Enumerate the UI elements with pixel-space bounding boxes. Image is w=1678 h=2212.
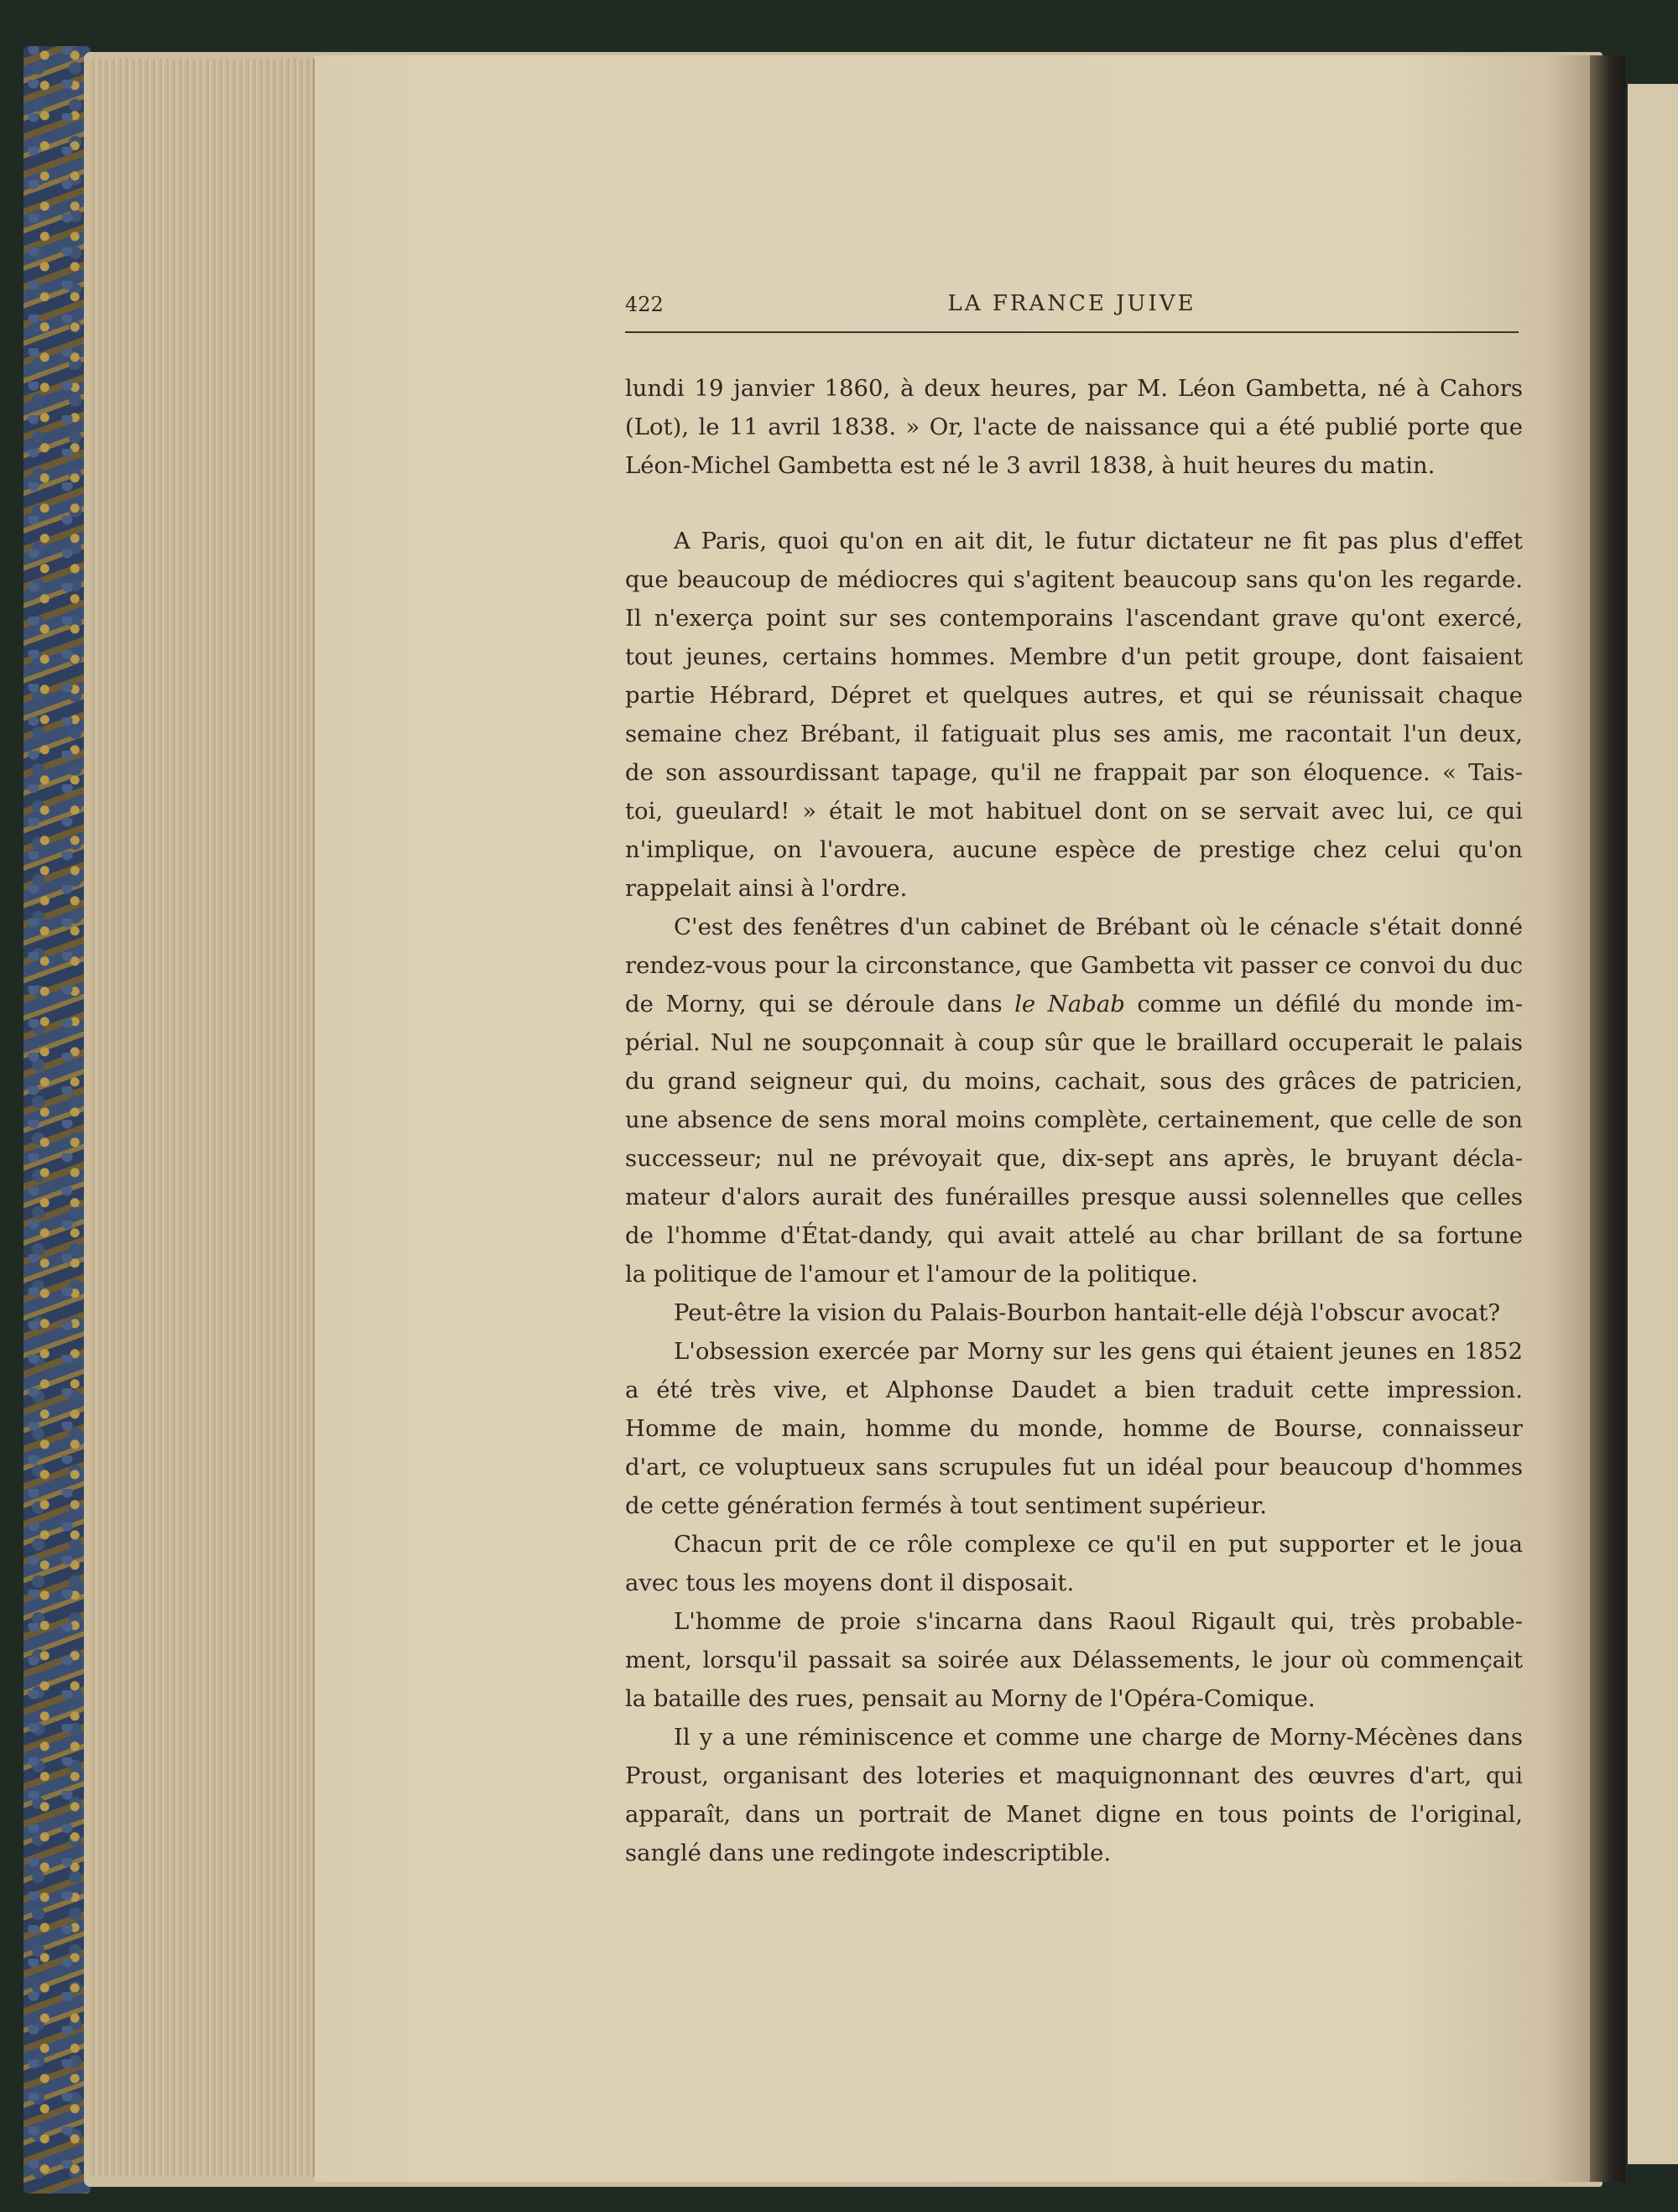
text-line: n'implique, on l'avouera, aucune espèce de prestige chez celui qu'on [625, 836, 1523, 863]
text-segment: comme un défilé du monde im- [1137, 991, 1523, 1018]
text-line: la bataille des rues, pensait au Morny de l'Opéra-Comique. [625, 1685, 1316, 1712]
text-line: L'homme de proie s'incarna dans Raoul Rigault qui, très probable- [674, 1608, 1523, 1635]
text-line: C'est des fenêtres d'un cabinet de Brébant où le cénacle s'était donné [674, 913, 1523, 940]
book-title-italic: le Nabab [1014, 991, 1125, 1018]
text-line: rendez-vous pour la circonstance, que Gambetta vit passer ce convoi du duc [625, 952, 1523, 979]
text-segment: de Morny, qui se déroule dans [625, 991, 1003, 1018]
text-line: L'obsession exercée par Morny sur les gens qui étaient jeunes en 1852 [674, 1338, 1523, 1365]
book-gutter [1590, 55, 1625, 2182]
page-fore-edge [91, 59, 315, 2177]
text-line: que beaucoup de médiocres qui s'agitent beaucoup sans qu'on les regarde. [625, 566, 1523, 593]
text-line: avec tous les moyens dont il disposait. [625, 1569, 1075, 1596]
paragraph-gap [625, 485, 1523, 522]
text-line: toi, gueulard! » était le mot habituel dont on se servait avec lui, ce qui [625, 798, 1523, 825]
text-line: (Lot), le 11 avril 1838. » Or, l'acte de naissance qui a été publié porte que [625, 414, 1523, 440]
text-line: de son assourdissant tapage, qu'il ne frappait par son éloquence. « Tais- [625, 759, 1523, 786]
text-line: périal. Nul ne soupçonnait à coup sûr que le braillard occuperait le palais [625, 1029, 1523, 1056]
text-line [625, 985, 1523, 1023]
text-line: de cette génération fermés à tout sentiment supérieur. [625, 1492, 1268, 1519]
text-line: tout jeunes, certains hommes. Membre d'un petit groupe, dont faisaient [625, 643, 1523, 670]
text-line: apparaît, dans un portrait de Manet digne en tous points de l'original, [625, 1801, 1523, 1828]
text-line: partie Hébrard, Dépret et quelques autres, et qui se réunissait chaque [625, 682, 1523, 709]
facing-page-edge [1628, 84, 1678, 2164]
page-number: 422 [625, 293, 664, 316]
text-line: Chacun prit de ce rôle complexe ce qu'il en put supporter et le joua [674, 1531, 1523, 1558]
text-line: Il y a une réminiscence et comme une charge de Morny-Mécènes dans [674, 1724, 1523, 1751]
text-line: successeur; nul ne prévoyait que, dix-sept ans après, le bruyant décla- [625, 1145, 1523, 1172]
text-line: lundi 19 janvier 1860, à deux heures, par M. Léon Gambetta, né à Cahors [625, 375, 1523, 402]
text-line: une absence de sens moral moins complète, certainement, que celle de son [625, 1106, 1523, 1133]
text-line: de l'homme d'État-dandy, qui avait attelé au char brillant de sa fortune [625, 1222, 1523, 1249]
text-line: A Paris, quoi qu'on en ait dit, le futur dictateur ne fit pas plus d'effet [674, 528, 1523, 554]
text-line: d'art, ce voluptueux sans scrupules fut un idéal pour beaucoup d'hommes [625, 1454, 1523, 1481]
text-line: Léon-Michel Gambetta est né le 3 avril 1838, à huit heures du matin. [625, 452, 1436, 479]
running-head [625, 289, 1519, 333]
text-line: semaine chez Brébant, il fatiguait plus ses amis, me racontait l'un deux, [625, 721, 1523, 747]
text-line: la politique de l'amour et l'amour de la politique. [625, 1261, 1198, 1288]
text-line: a été très vive, et Alphonse Daudet a bien traduit cette impression. [625, 1377, 1523, 1403]
text-line: Homme de main, homme du monde, homme de Bourse, connaisseur [625, 1415, 1523, 1442]
marbled-cover-edge [23, 46, 91, 2194]
text-line: Peut-être la vision du Palais-Bourbon hantait-elle déjà l'obscur avocat? [674, 1299, 1501, 1326]
text-line: Proust, organisant des loteries et maquignonnant des œuvres d'art, qui [625, 1762, 1523, 1789]
text-line: du grand seigneur qui, du moins, cachait, sous des grâces de patricien, [625, 1068, 1523, 1095]
text-line: mateur d'alors aurait des funérailles presque aussi solennelles que celles [625, 1184, 1523, 1210]
text-line: Il n'exerça point sur ses contemporains l'ascendant grave qu'ont exercé, [625, 605, 1523, 632]
text-line: sanglé dans une redingote indescriptible. [625, 1840, 1112, 1866]
body-text [625, 369, 1523, 1872]
text-line: ment, lorsqu'il passait sa soirée aux Délassements, le jour où commençait [625, 1647, 1523, 1673]
running-title: LA FRANCE JUIVE [947, 291, 1196, 316]
text-line: rappelait ainsi à l'ordre. [625, 875, 908, 902]
